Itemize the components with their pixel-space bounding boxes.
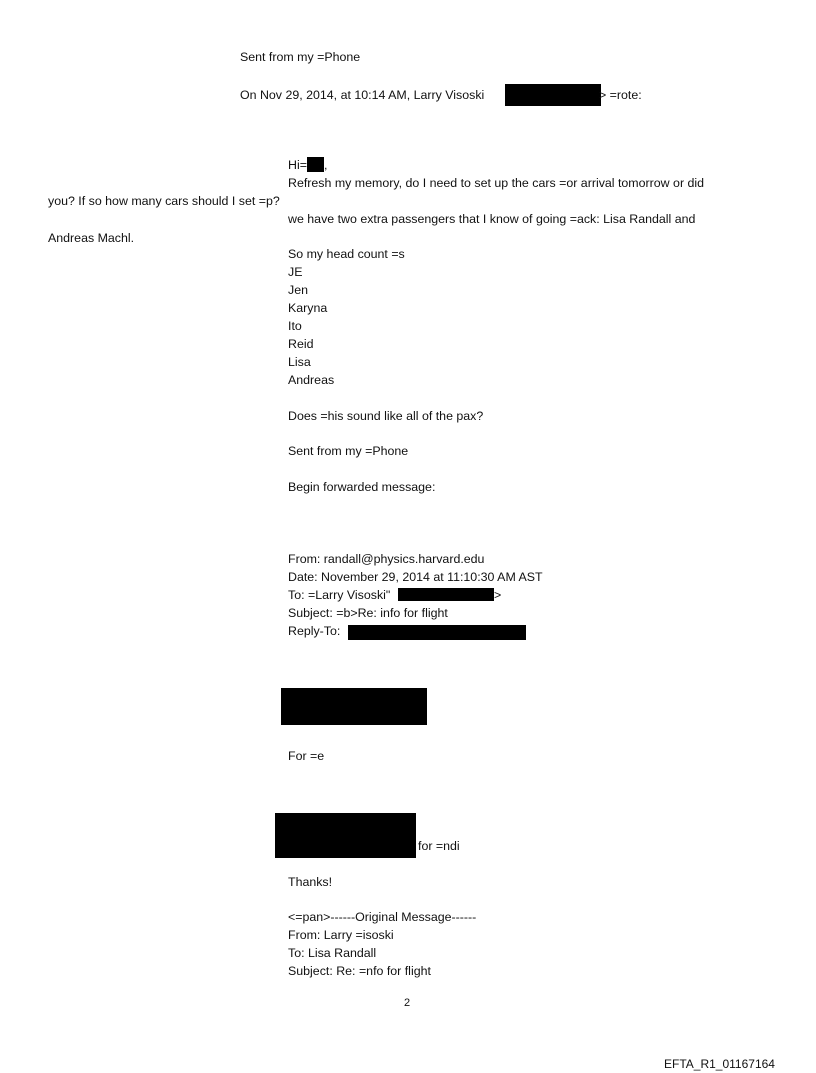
passenger-name: Lisa bbox=[288, 355, 311, 369]
passenger-name: Reid bbox=[288, 337, 314, 351]
forwarded-to: To: =Larry Visoski" bbox=[288, 588, 391, 602]
greeting: Hi= , bbox=[288, 158, 328, 172]
begin-forwarded: Begin forwarded message: bbox=[288, 480, 436, 494]
forwarded-to-suffix: > bbox=[494, 588, 502, 602]
redaction-box bbox=[281, 688, 427, 725]
page-number: 2 bbox=[404, 997, 411, 1009]
redaction-box bbox=[348, 625, 526, 640]
original-subject: Subject: Re: =nfo for flight bbox=[288, 964, 431, 978]
body-line-3: we have two extra passengers that I know of going =ack: Lisa Randall and bbox=[288, 212, 696, 226]
original-from: From: Larry =isoski bbox=[288, 928, 394, 942]
passenger-name: Ito bbox=[288, 319, 302, 333]
original-to: To: Lisa Randall bbox=[288, 946, 377, 960]
forwarded-date: Date: November 29, 2014 at 11:10:30 AM AST bbox=[288, 570, 543, 584]
headcount-label: So my head count =s bbox=[288, 247, 405, 261]
on-date-line: On Nov 29, 2014, at 10:14 AM, Larry Visoski bbox=[240, 88, 485, 102]
pax-question: Does =his sound like all of the pax? bbox=[288, 409, 484, 423]
body-line-1: Refresh my memory, do I need to set up the cars =or arrival tomorrow or did bbox=[288, 176, 705, 190]
passenger-name: Jen bbox=[288, 283, 308, 297]
redaction-box bbox=[275, 813, 416, 858]
body-line-4: Andreas Machl. bbox=[48, 231, 135, 245]
wrote-suffix: > =rote: bbox=[599, 88, 642, 102]
for-line: For =e bbox=[288, 749, 325, 763]
forwarded-subject: Subject: =b>Re: info for flight bbox=[288, 606, 448, 620]
redaction-box bbox=[307, 157, 324, 172]
original-message-header: <=pan>------Original Message------ bbox=[288, 910, 477, 924]
redaction-box bbox=[398, 588, 494, 601]
sent-from-line: Sent from my =Phone bbox=[288, 444, 409, 458]
redaction-box bbox=[505, 84, 601, 106]
sent-from-line: Sent from my =Phone bbox=[240, 50, 361, 64]
passenger-name: JE bbox=[288, 265, 303, 279]
body-line-2: you? If so how many cars should I set =p? bbox=[48, 194, 280, 208]
for-ndi-line: for =ndi bbox=[418, 839, 460, 853]
passenger-name: Karyna bbox=[288, 301, 328, 315]
forwarded-from: From: randall@physics.harvard.edu bbox=[288, 552, 485, 566]
thanks-line: Thanks! bbox=[288, 875, 333, 889]
forwarded-reply-to: Reply-To: bbox=[288, 624, 341, 638]
document-id: EFTA_R1_01167164 bbox=[664, 1057, 775, 1071]
passenger-name: Andreas bbox=[288, 373, 335, 387]
